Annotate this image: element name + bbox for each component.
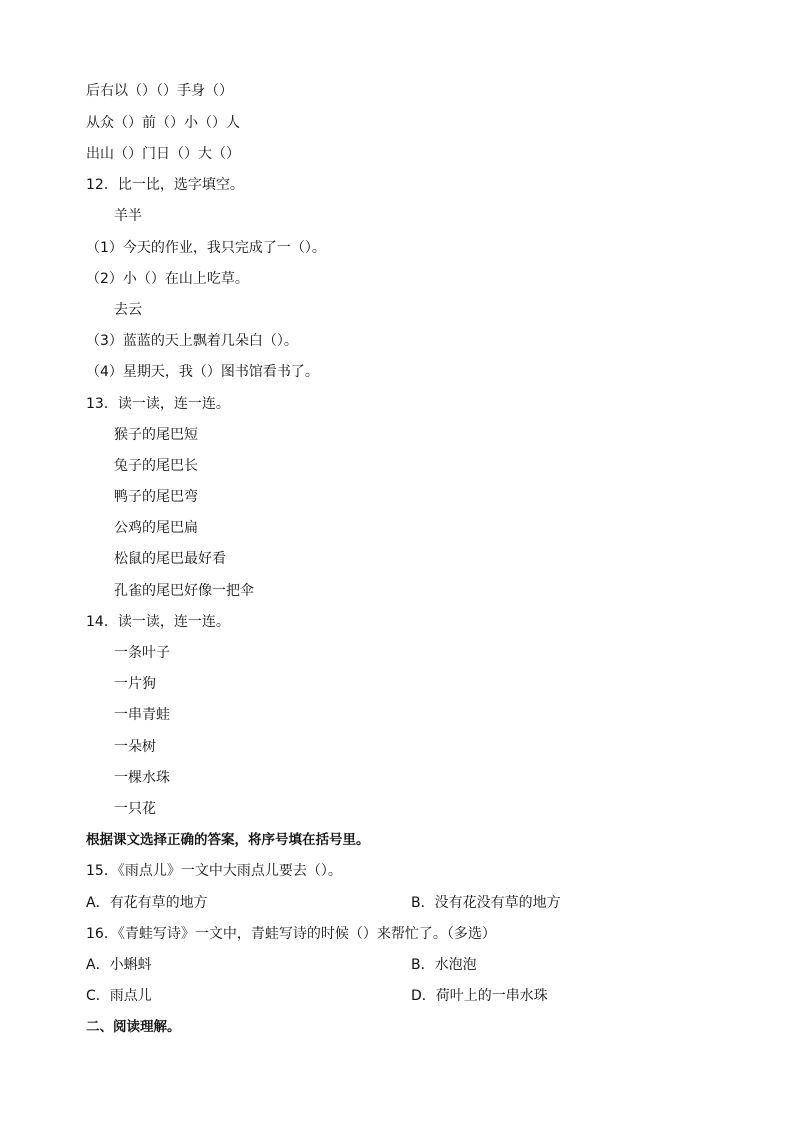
fill-in-row-1: 后右以（）（）手身（）	[86, 83, 233, 99]
question-12-item-1: （1）今天的作业，我只完成了一（）。	[86, 240, 326, 256]
option-d: D．荷叶上的一串水珠	[411, 988, 548, 1004]
option-b: B．没有花没有草的地方	[411, 895, 561, 911]
match-item: 兔子的尾巴长	[114, 458, 198, 474]
character-pair-1: 羊半	[114, 208, 142, 224]
match-item: 一条叶子	[114, 645, 170, 661]
character-pair-2: 去云	[114, 302, 142, 318]
match-item: 鸭子的尾巴弯	[114, 489, 198, 505]
option-b: B．水泡泡	[411, 957, 477, 973]
fill-in-row-3: 出山（）门日（）大（）	[86, 146, 240, 162]
match-item: 一串青蛙	[114, 707, 170, 723]
option-a: A．小蝌蚪	[86, 957, 152, 973]
match-item: 松鼠的尾巴最好看	[114, 551, 226, 567]
option-c: C．雨点儿	[86, 988, 152, 1004]
match-item: 一片狗	[114, 676, 156, 692]
question-12-title: 12．比一比，选字填空。	[86, 177, 244, 193]
section-instruction: 根据课文选择正确的答案，将序号填在括号里。	[86, 832, 370, 848]
match-item: 孔雀的尾巴好像一把伞	[114, 583, 254, 599]
question-13-title: 13．读一读，连一连。	[86, 396, 230, 412]
question-15-title: 15．《雨点儿》一文中大雨点儿要去（）。	[86, 863, 342, 879]
section-heading-reading: 二、阅读理解。	[86, 1019, 181, 1035]
question-12-item-2: （2）小（）在山上吃草。	[86, 271, 249, 287]
question-12-item-4: （4）星期天，我（）图书馆看书了。	[86, 364, 319, 380]
match-item: 公鸡的尾巴扁	[114, 520, 198, 536]
question-14-title: 14．读一读，连一连。	[86, 614, 230, 630]
question-12-item-3: （3）蓝蓝的天上飘着几朵白（）。	[86, 333, 298, 349]
match-item: 一棵水珠	[114, 770, 170, 786]
match-item: 一只花	[114, 801, 156, 817]
match-item: 一朵树	[114, 739, 156, 755]
fill-in-row-2: 从众（）前（）小（）人	[86, 115, 240, 131]
option-a: A．有花有草的地方	[86, 895, 208, 911]
question-16-title: 16．《青蛙写诗》一文中，青蛙写诗的时候（）来帮忙了。（多选）	[86, 926, 496, 942]
match-item: 猴子的尾巴短	[114, 427, 198, 443]
